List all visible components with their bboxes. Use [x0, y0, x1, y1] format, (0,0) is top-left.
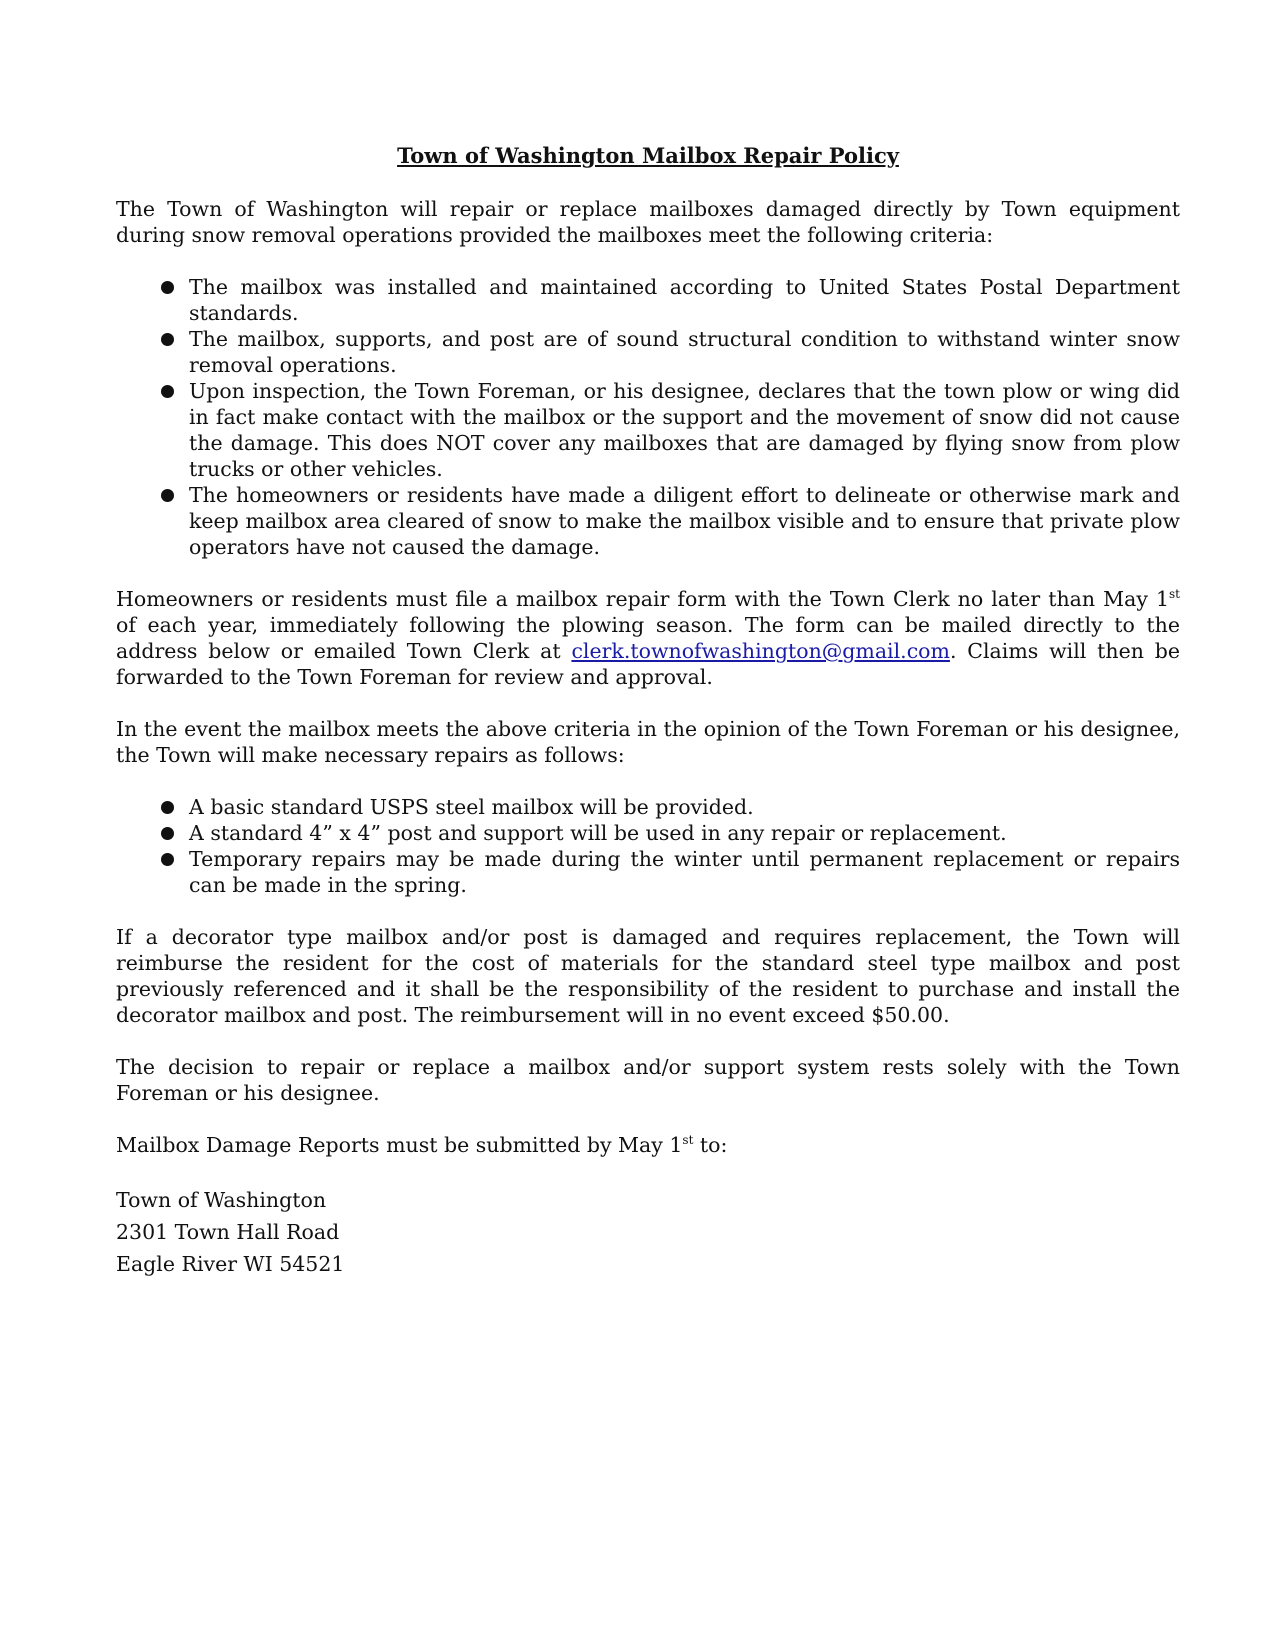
address-line: Eagle River WI 54521 — [116, 1252, 345, 1276]
filing-superscript: st — [1169, 587, 1180, 602]
intro-paragraph: The Town of Washington will repair or replace mailboxes damaged directly by Town equipment during snow removal operations provided the mailboxes meet the following criteria: — [116, 197, 1180, 247]
list-item — [116, 378, 1180, 482]
filing-paragraph — [116, 586, 1180, 690]
bullet-icon — [161, 827, 174, 840]
list-item-text: A standard 4” x 4” post and support will be used in any repair or replacement. — [189, 821, 1007, 845]
bullet-icon — [161, 385, 174, 398]
criteria-list — [116, 274, 1180, 560]
list-item — [116, 482, 1180, 560]
list-item-text: The mailbox was installed and maintained according to United States Postal Department standards. — [189, 275, 1180, 325]
address-line: 2301 Town Hall Road — [116, 1220, 340, 1244]
bullet-icon — [161, 333, 174, 346]
mailing-address — [116, 1184, 1180, 1280]
list-item — [116, 846, 1180, 898]
bullet-icon — [161, 853, 174, 866]
list-item — [116, 326, 1180, 378]
deadline-text-end: to: — [693, 1133, 728, 1157]
decorator-paragraph: If a decorator type mailbox and/or post is damaged and requires replacement, the Town will reimburse the resident for the cost of materials for the standard steel type mailbox and post previously referenced and it shall be the responsibility of the resident to purchase and install the decorator mailbox and post. The reimbursement will in no event exceed $50.00. — [116, 925, 1180, 1027]
page-title: Town of Washington Mailbox Repair Policy — [397, 143, 899, 168]
list-item-text: A basic standard USPS steel mailbox will be provided. — [189, 795, 754, 819]
filing-text: Homeowners or residents must file a mailbox repair form with the Town Clerk no later than May 1 — [116, 587, 1170, 611]
list-item-text: Temporary repairs may be made during the winter until permanent replacement or repairs can be made in the spring. — [189, 847, 1180, 897]
list-item-text: Upon inspection, the Town Foreman, or his designee, declares that the town plow or wing did in fact make contact with the mailbox or the support and the movement of snow did not cause the damage. This does NOT cover any mailboxes that are damaged by flying snow from plow trucks or other vehicles. — [189, 379, 1180, 481]
bullet-icon — [161, 489, 174, 502]
deadline-text: Mailbox Damage Reports must be submitted by May 1 — [116, 1133, 683, 1157]
filing-text-continued: of each year, immediately following the plowing season. The form can be mailed directly to the address below or emailed Town Clerk at — [116, 613, 1180, 663]
repairs-intro-paragraph: In the event the mailbox meets the above criteria in the opinion of the Town Foreman or his designee, the Town will make necessary repairs as follows: — [116, 717, 1180, 767]
decision-paragraph: The decision to repair or replace a mailbox and/or support system rests solely with the Town Foreman or his designee. — [116, 1055, 1180, 1105]
list-item-text: The mailbox, supports, and post are of sound structural condition to withstand winter snow removal operations. — [189, 327, 1180, 377]
clerk-email-link[interactable]: clerk.townofwashington@gmail.com — [571, 639, 950, 663]
bullet-icon — [161, 281, 174, 294]
list-item — [116, 274, 1180, 326]
list-item — [116, 820, 1180, 846]
repairs-list — [116, 794, 1180, 898]
filing-text-end: . Claims will then be forwarded to the Town Foreman for review and approval. — [116, 639, 1180, 689]
document-page — [116, 142, 1180, 1280]
list-item — [116, 794, 1180, 820]
deadline-paragraph — [116, 1132, 1180, 1158]
bullet-icon — [161, 801, 174, 814]
address-line: Town of Washington — [116, 1188, 327, 1212]
list-item-text: The homeowners or residents have made a diligent effort to delineate or otherwise mark and keep mailbox area cleared of snow to make the mailbox visible and to ensure that private plow operators have not caused the damage. — [189, 483, 1180, 559]
deadline-superscript: st — [682, 1133, 694, 1148]
